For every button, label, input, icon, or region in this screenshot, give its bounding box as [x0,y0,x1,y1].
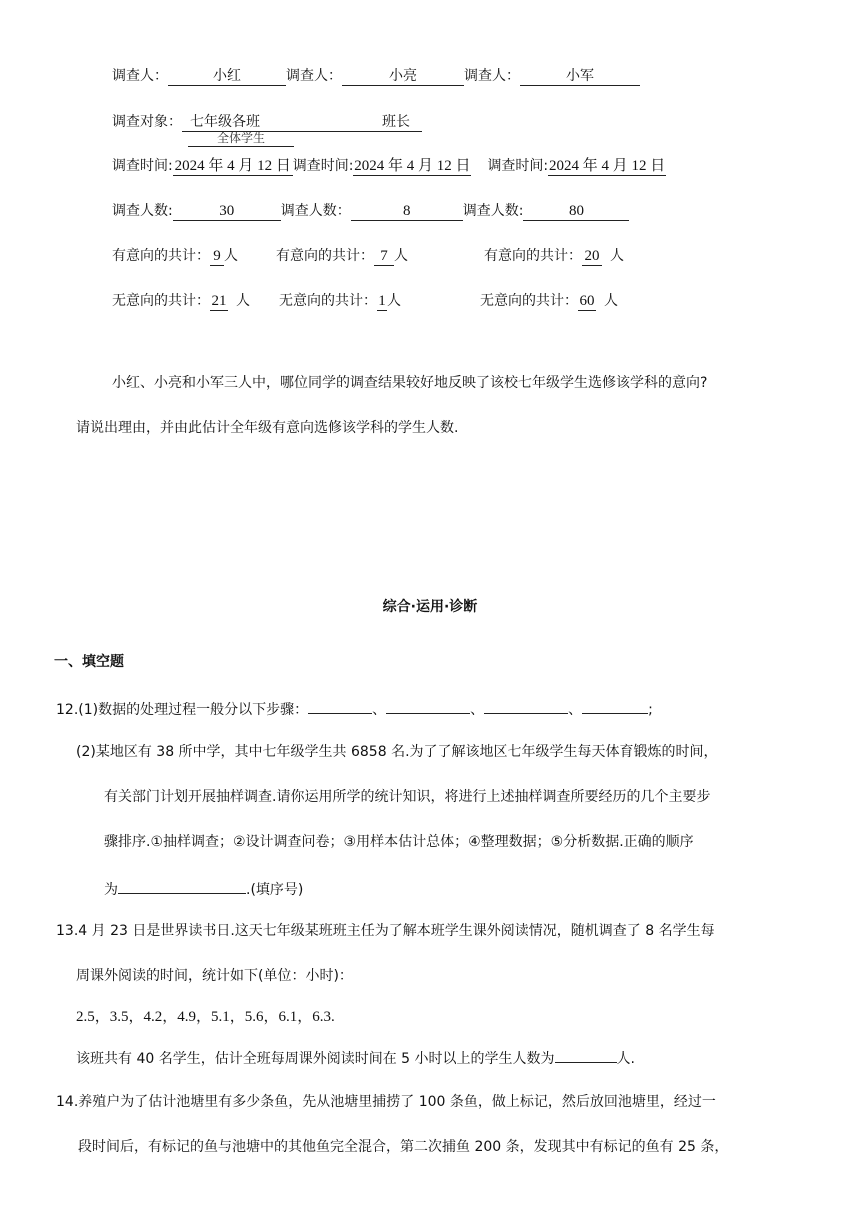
q12-answer-suffix: .(填序号) [246,882,304,898]
q12-end: ; [648,702,653,718]
survey-target-sub-row [188,128,294,148]
survey-count-value-3: 80 [523,202,629,221]
intent-yes-value-3: 20 [582,247,602,266]
q13-line-1: 13.4 月 23 日是世界读书日.这天七年级某班班主任为了解本班学生课外阅读情况，随机调查了 8 名学生每 [56,923,715,939]
surveyor-label-2: 调查人： [286,68,342,84]
q12-answer-blank[interactable] [118,877,246,894]
intent-yes-row-2 [276,246,408,266]
intent-no-unit-2: 人 [387,293,401,309]
intent-yes-unit-3: 人 [610,248,624,264]
survey-date-value-2: 2024 年 4 月 12 日 [354,158,471,174]
survey-count-value-2: 8 [351,202,463,221]
q12-line-4: 骤排序.①抽样调查；②设计调查问卷；③用样本估计总体；④整理数据；⑤分析数据.正确的顺序 [104,834,694,850]
surveyor-label-1: 调查人： [112,68,168,84]
section-part-heading: 一、填空题 [54,654,124,670]
survey-target-value-2: 班长 [298,113,422,132]
q12-blank-3[interactable] [484,697,568,714]
q12-blank-1[interactable] [308,697,372,714]
survey-date-value-3: 2024 年 4 月 12 日 [549,158,666,174]
q12-blank-2[interactable] [386,697,470,714]
q12-sep-3: 、 [568,702,583,718]
surveyor-value-1: 小红 [168,67,286,86]
q12-line-2: (2)某地区有 38 所中学，其中七年级学生共 6858 名.为了了解该地区七年级学生每天体育锻炼的时间， [76,744,718,760]
intent-no-row-1 [112,291,250,311]
survey-target-sub-value: 全体学生 [188,130,294,147]
surveyor-value-2: 小亮 [342,67,464,86]
intent-no-label-1: 无意向的共计： [112,293,210,309]
survey-question-line-1: 小红、小亮和小军三人中，哪位同学的调查结果较好地反映了该校七年级学生选修该学科的意向? [112,375,708,391]
intent-no-value-1: 21 [211,293,227,309]
intent-yes-label-2: 有意向的共计： [276,248,374,264]
survey-date-label-3: 调查时间: [487,158,549,174]
q13-line-4 [76,1046,635,1069]
intent-yes-label-1: 有意向的共计： [112,248,210,264]
intent-yes-unit-1: 人 [224,248,238,264]
q13-suffix: 人. [616,1051,635,1067]
q13-line-2: 周课外阅读的时间，统计如下(单位：小时)： [76,968,353,984]
intent-no-unit-3: 人 [604,293,618,309]
survey-date-row [112,156,666,176]
q12-line-3: 有关部门计划开展抽样调查.请你运用所学的统计知识，将进行上述抽样调查所要经历的几个主要步 [104,789,711,805]
intent-yes-row-1 [112,246,238,266]
intent-no-row-2 [279,291,401,311]
survey-date-value-1: 2024 年 4 月 12 日 [174,158,291,174]
survey-count-label-2: 调查人数： [280,203,351,219]
survey-count-label-1: 调查人数: [112,203,173,219]
q12-line-1 [56,697,653,720]
q13-data-values: 2.5，3.5，4.2，4.9，5.1，5.6，6.1，6.3. [76,1009,335,1025]
surveyor-value-3: 小军 [520,67,640,86]
q12-sep-1: 、 [372,702,387,718]
surveyor-label-3: 调查人： [464,68,520,84]
intent-yes-value-2: 7 [374,247,394,266]
survey-target-label: 调查对象： [112,114,182,130]
q14-line-2: 段时间后，有标记的鱼与池塘中的其他鱼完全混合，第二次捕鱼 200 条，发现其中有标记的鱼有 25 条， [78,1139,729,1155]
survey-count-value-1: 30 [173,202,281,221]
q12-answer-prefix: 为 [104,882,118,898]
intent-yes-value-1: 9 [210,247,224,266]
q12-line-5 [104,877,303,900]
survey-count-label-3: 调查人数: [462,203,524,219]
survey-question-line-2: 请说出理由，并由此估计全年级有意向选修该学科的学生人数. [76,420,459,436]
q12-sep-2: 、 [470,702,485,718]
intent-no-unit-1: 人 [236,293,250,309]
section-title: 综合·运用·诊断 [382,599,478,615]
q14-line-1: 14.养殖户为了估计池塘里有多少条鱼，先从池塘里捕捞了 100 条鱼，做上标记，然后放回池塘里，经过一 [56,1094,716,1110]
intent-no-value-3: 60 [579,293,595,309]
q12-prefix: 12.(1)数据的处理过程一般分以下步骤： [56,702,309,718]
surveyor-row [112,66,640,86]
intent-yes-row-3 [484,246,624,266]
intent-yes-label-3: 有意向的共计： [484,248,582,264]
intent-yes-unit-2: 人 [394,248,408,264]
survey-count-row [112,201,629,221]
survey-target-value-1: 七年级各班 [182,113,298,132]
q13-answer-blank[interactable] [555,1046,617,1063]
survey-date-label-1: 调查时间: [112,158,173,174]
intent-no-row-3 [480,291,618,311]
survey-date-label-2: 调查时间: [292,158,354,174]
intent-no-label-3: 无意向的共计： [480,293,578,309]
intent-no-label-2: 无意向的共计： [279,293,377,309]
q13-prefix: 该班共有 40 名学生，估计全班每周课外阅读时间在 5 小时以上的学生人数为 [76,1051,555,1067]
q12-blank-4[interactable] [582,697,648,714]
intent-no-value-2: 1 [378,293,386,309]
